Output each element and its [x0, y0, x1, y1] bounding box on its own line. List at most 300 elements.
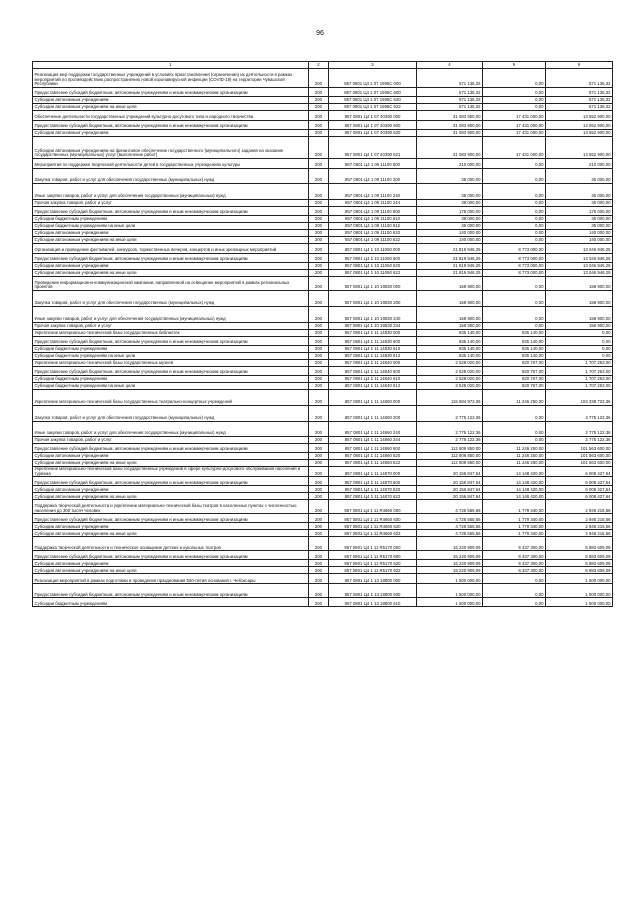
row-amount-total: 35 000,00 — [417, 169, 483, 184]
row-amount-regional: 571 135,32 — [546, 97, 613, 104]
row-kbk-code: 857 0801 Ц4 1 11 14830 000 — [329, 330, 417, 337]
row-kbk-code: 857 0801 Ц4 1 11 14840 600 — [329, 367, 417, 376]
row-name: Закупка товаров, работ и услуг для обеспечения государственных (муниципальных) нужд — [33, 406, 309, 422]
row-name: Субсидии автономным учреждениям на иные цели — [33, 530, 309, 537]
table-row — [33, 574, 613, 584]
row-name: Организация и проведение фестивалей, конкурсов, торжественных вечеров, концертов и иных зрелищных мероприятий — [33, 244, 309, 254]
row-amount-total: 20 156 847,64 — [417, 477, 483, 486]
table-row — [33, 111, 613, 121]
row-amount-federal: 0,00 — [483, 237, 546, 244]
row-kbk-code: 857 0801 Ц4 1 09 11100 610 — [329, 216, 417, 223]
row-kbk-code: 857 0801 Ц4 1 10 11060 600 — [329, 254, 417, 263]
row-name: Укрепление материально-технической базы государственных театрально-концертных учреждений — [33, 390, 309, 406]
row-name: Укрепление материально-технической базы государственных учреждений в сфере культурно-досугового обслуживания населения и туризма — [33, 467, 309, 477]
row-name: Субсидии автономным учреждениям — [33, 486, 309, 493]
row-kbk-code: 857 0801 Ц4 1 11 R4660 620 — [329, 523, 417, 530]
table-row — [33, 69, 613, 88]
row-code: 200 — [309, 159, 329, 169]
row-name: Предоставление субсидий бюджетным, автономным учреждениям и иным некоммерческим организациям — [33, 88, 309, 97]
table-row — [33, 537, 613, 551]
row-amount-regional: 5 883 609,09 — [546, 551, 613, 560]
row-amount-regional: 1 500 000,00 — [546, 574, 613, 584]
row-amount-total: 21 819 946,25 — [417, 263, 483, 270]
row-amount-regional: 101 563 600,00 — [546, 460, 613, 467]
table-row — [33, 88, 613, 97]
row-amount-federal: 820 767,00 — [483, 360, 546, 367]
row-amount-federal: 0,00 — [483, 207, 546, 216]
row-kbk-code: 857 0801 Ц4 1 11 14860 240 — [329, 422, 417, 437]
row-amount-regional: 13 652 900,00 — [546, 111, 613, 121]
column-header: 4 — [417, 62, 483, 69]
row-amount-regional: 104 338 722,36 — [546, 390, 613, 406]
row-code: 200 — [309, 337, 329, 346]
row-code: 200 — [309, 69, 329, 88]
table-row — [33, 467, 613, 477]
row-amount-federal: 0,00 — [483, 307, 546, 323]
row-code: 200 — [309, 560, 329, 567]
row-code: 200 — [309, 467, 329, 477]
row-amount-regional: 2 946 215,56 — [546, 523, 613, 530]
row-code: 200 — [309, 216, 329, 223]
row-kbk-code: 857 0801 Ц4 1 09 11100 000 — [329, 159, 417, 169]
row-amount-total: 15 220 909,09 — [417, 537, 483, 551]
table-row — [33, 367, 613, 376]
row-kbk-code: 857 0801 Ц4 1 11 14870 000 — [329, 467, 417, 477]
row-amount-federal: 17 431 000,00 — [483, 130, 546, 137]
row-code: 200 — [309, 422, 329, 437]
row-amount-total: 2 528 020,00 — [417, 367, 483, 376]
row-amount-federal: 17 431 000,00 — [483, 121, 546, 130]
row-name: Прочая закупка товаров, работ и услуг — [33, 437, 309, 444]
table-row — [33, 254, 613, 263]
row-code: 200 — [309, 270, 329, 277]
table-row — [33, 383, 613, 390]
row-amount-total: 21 819 946,25 — [417, 244, 483, 254]
table-row — [33, 307, 613, 323]
row-kbk-code: 857 0801 Ц4 1 11 14840 610 — [329, 376, 417, 383]
budget-table — [32, 61, 613, 607]
row-code: 200 — [309, 223, 329, 230]
row-amount-regional: 13 046 946,25 — [546, 270, 613, 277]
row-code: 200 — [309, 244, 329, 254]
row-amount-total: 2 775 122,36 — [417, 406, 483, 422]
row-code: 200 — [309, 406, 329, 422]
row-code: 200 — [309, 390, 329, 406]
row-code: 200 — [309, 444, 329, 453]
row-code: 200 — [309, 598, 329, 607]
row-amount-total: 571 135,32 — [417, 104, 483, 111]
column-header: 1 — [33, 62, 309, 69]
row-amount-total: 835 140,00 — [417, 337, 483, 346]
row-amount-regional: 158 900,00 — [546, 323, 613, 330]
row-kbk-code: 857 0801 Ц4 1 10 19530 200 — [329, 291, 417, 307]
table-row — [33, 277, 613, 291]
row-name: Субсидии бюджетным учреждениям — [33, 346, 309, 353]
row-code: 200 — [309, 121, 329, 130]
row-kbk-code: 857 0801 Ц4 1 09 11100 620 — [329, 230, 417, 237]
row-code: 200 — [309, 383, 329, 390]
row-amount-total: 158 900,00 — [417, 291, 483, 307]
row-amount-total: 31 083 900,00 — [417, 137, 483, 159]
row-kbk-code: 857 0801 Ц4 1 11 14870 622 — [329, 493, 417, 500]
row-amount-total: 112 809 850,00 — [417, 460, 483, 467]
table-row — [33, 406, 613, 422]
row-name: Субсидии автономным учреждениям — [33, 453, 309, 460]
row-name: Предоставление субсидий бюджетным, автономным учреждениям и иным некоммерческим организациям — [33, 337, 309, 346]
row-name: Субсидии бюджетным учреждениям на иные цели — [33, 223, 309, 230]
row-name: Предоставление субсидий бюджетным, автономным учреждениям и иным некоммерческим организациям — [33, 477, 309, 486]
row-code: 200 — [309, 437, 329, 444]
row-kbk-code: 857 0801 Ц4 1 09 11100 622 — [329, 237, 417, 244]
row-amount-federal: 0,00 — [483, 223, 546, 230]
row-code: 200 — [309, 277, 329, 291]
row-code: 200 — [309, 530, 329, 537]
row-name: Предоставление субсидий бюджетным, автономным учреждениям и иным некоммерческим организациям — [33, 254, 309, 263]
table-row — [33, 244, 613, 254]
row-amount-federal: 835 140,00 — [483, 353, 546, 360]
row-amount-regional: 1 707 253,00 — [546, 376, 613, 383]
row-amount-total: 4 725 555,56 — [417, 530, 483, 537]
page-number: 96 — [316, 30, 324, 37]
row-name: Предоставление субсидий бюджетным, автономным учреждениям и иным некоммерческим организациям — [33, 551, 309, 560]
row-amount-federal: 17 431 000,00 — [483, 137, 546, 159]
row-amount-regional: 13 652 900,00 — [546, 121, 613, 130]
row-amount-federal: 11 246 250,00 — [483, 444, 546, 453]
row-kbk-code: 857 0801 Ц4 1 07 1595С 600 — [329, 88, 417, 97]
row-amount-federal: 9 337 300,00 — [483, 567, 546, 574]
row-amount-federal: 0,00 — [483, 291, 546, 307]
row-amount-total: 210 000,00 — [417, 159, 483, 169]
row-amount-total: 158 900,00 — [417, 307, 483, 323]
row-amount-regional: 1 500 000,00 — [546, 598, 613, 607]
row-amount-total: 4 725 555,56 — [417, 514, 483, 523]
table-row — [33, 346, 613, 353]
row-amount-regional: 35 000,00 — [546, 169, 613, 184]
row-amount-total: 158 900,00 — [417, 277, 483, 291]
row-amount-regional: 5 883 609,09 — [546, 537, 613, 551]
row-amount-federal: 0,00 — [483, 184, 546, 200]
row-amount-regional: 13 046 946,25 — [546, 244, 613, 254]
row-kbk-code: 857 0801 Ц4 1 11 14830 612 — [329, 353, 417, 360]
row-code: 200 — [309, 184, 329, 200]
row-kbk-code: 857 0801 Ц4 1 13 18800 000 — [329, 574, 417, 584]
row-amount-federal: 8 773 000,00 — [483, 244, 546, 254]
row-amount-total: 835 140,00 — [417, 353, 483, 360]
row-name: Реализация мероприятий в рамках подготовки и проведения празднования 550-летия основания г. Чебоксары — [33, 574, 309, 584]
row-kbk-code: 857 0801 Ц4 1 11 14840 612 — [329, 383, 417, 390]
row-amount-federal: 0,00 — [483, 598, 546, 607]
row-amount-total: 1 500 000,00 — [417, 598, 483, 607]
row-amount-regional: 175 000,00 — [546, 207, 613, 216]
table-row — [33, 121, 613, 130]
row-name: Субсидии бюджетным учреждениям — [33, 598, 309, 607]
row-amount-federal: 11 246 250,00 — [483, 460, 546, 467]
row-amount-federal: 0,00 — [483, 277, 546, 291]
table-row — [33, 169, 613, 184]
row-code: 200 — [309, 330, 329, 337]
row-code: 200 — [309, 97, 329, 104]
row-name: Поддержка творческой деятельности и техническое оснащение детских и кукольных театров — [33, 537, 309, 551]
table-row — [33, 223, 613, 230]
row-amount-federal: 17 431 000,00 — [483, 111, 546, 121]
row-amount-total: 20 156 847,64 — [417, 493, 483, 500]
row-kbk-code: 857 0801 Ц4 1 11 14830 610 — [329, 346, 417, 353]
table-row — [33, 530, 613, 537]
row-name: Субсидии автономным учреждениям — [33, 130, 309, 137]
row-amount-regional: 0,00 — [546, 337, 613, 346]
row-code: 200 — [309, 323, 329, 330]
table-row — [33, 137, 613, 159]
row-amount-total: 2 775 122,36 — [417, 437, 483, 444]
row-code: 200 — [309, 169, 329, 184]
row-amount-federal: 0,00 — [483, 88, 546, 97]
row-code: 200 — [309, 254, 329, 263]
row-amount-regional: 140 000,00 — [546, 237, 613, 244]
row-amount-federal: 9 337 300,00 — [483, 537, 546, 551]
table-row — [33, 567, 613, 574]
row-code: 200 — [309, 486, 329, 493]
row-amount-regional: 13 652 900,00 — [546, 137, 613, 159]
row-amount-federal: 0,00 — [483, 159, 546, 169]
row-amount-federal: 0,00 — [483, 104, 546, 111]
row-name: Субсидии автономным учреждениям на иные цели — [33, 493, 309, 500]
row-name: Обеспечение деятельности государственных учреждений культурно-досугового типа и народного творчества — [33, 111, 309, 121]
row-amount-total: 175 000,00 — [417, 207, 483, 216]
row-code: 200 — [309, 104, 329, 111]
row-amount-total: 2 775 122,36 — [417, 422, 483, 437]
row-name: Иные закупки товаров, работ и услуг для обеспечения государственных (муниципальных) нужд — [33, 422, 309, 437]
row-kbk-code: 857 0801 Ц4 1 09 11100 600 — [329, 207, 417, 216]
row-name: Предоставление субсидий бюджетным, автономным учреждениям и иным некоммерческим организациям — [33, 444, 309, 453]
row-name: Субсидии бюджетным учреждениям на иные цели — [33, 353, 309, 360]
row-name: Мероприятия по поддержке творческой деятельности детей в государственных учреждениях культуры — [33, 159, 309, 169]
row-kbk-code: 857 0801 Ц4 1 13 18800 600 — [329, 584, 417, 598]
row-amount-federal: 0,00 — [483, 216, 546, 223]
row-kbk-code: 857 0801 Ц4 1 07 1595С 620 — [329, 97, 417, 104]
column-header: 5 — [483, 62, 546, 69]
row-kbk-code: 857 0801 Ц4 1 07 40390 600 — [329, 121, 417, 130]
row-amount-regional: 1 707 253,00 — [546, 383, 613, 390]
row-code: 200 — [309, 453, 329, 460]
row-name: Субсидии бюджетным учреждениям на иные цели — [33, 383, 309, 390]
row-name: Предоставление субсидий бюджетным, автономным учреждениям и иным некоммерческим организациям — [33, 367, 309, 376]
row-kbk-code: 857 0801 Ц4 1 09 11100 612 — [329, 223, 417, 230]
row-amount-regional: 2 775 122,36 — [546, 437, 613, 444]
row-amount-federal: 0,00 — [483, 69, 546, 88]
table-row — [33, 376, 613, 383]
row-amount-federal: 9 337 300,00 — [483, 551, 546, 560]
row-code: 200 — [309, 111, 329, 121]
row-amount-regional: 140 000,00 — [546, 230, 613, 237]
row-name: Субсидии автономным учреждениям на иные цели — [33, 104, 309, 111]
table-row — [33, 460, 613, 467]
row-amount-federal: 0,00 — [483, 574, 546, 584]
row-code: 200 — [309, 237, 329, 244]
row-name: Укрепление материально-технической базы государственных библиотек — [33, 330, 309, 337]
row-code: 200 — [309, 500, 329, 514]
row-kbk-code: 857 0801 Ц4 1 11 14840 000 — [329, 360, 417, 367]
row-amount-total: 571 135,32 — [417, 88, 483, 97]
row-amount-federal: 820 767,00 — [483, 376, 546, 383]
row-amount-federal: 8 773 000,00 — [483, 270, 546, 277]
row-amount-federal: 0,00 — [483, 406, 546, 422]
table-row — [33, 598, 613, 607]
row-name: Предоставление субсидий бюджетным, автономным учреждениям и иным некоммерческим организациям — [33, 584, 309, 598]
row-kbk-code: 857 0801 Ц4 1 11 R4660 622 — [329, 530, 417, 537]
table-row — [33, 291, 613, 307]
row-amount-regional: 101 563 600,00 — [546, 444, 613, 453]
row-name: Субсидии автономным учреждениям — [33, 263, 309, 270]
row-name: Предоставление субсидий бюджетным, автономным учреждениям и иным некоммерческим организациям — [33, 514, 309, 523]
row-amount-federal: 835 140,00 — [483, 346, 546, 353]
table-row — [33, 551, 613, 560]
row-kbk-code: 857 0801 Ц4 1 11 14870 620 — [329, 486, 417, 493]
row-name: Предоставление субсидий бюджетным, автономным учреждениям и иным некоммерческим организациям — [33, 207, 309, 216]
row-amount-regional: 158 900,00 — [546, 277, 613, 291]
row-amount-federal: 14 148 420,00 — [483, 467, 546, 477]
row-code: 200 — [309, 291, 329, 307]
row-code: 200 — [309, 200, 329, 207]
row-name: Субсидии автономным учреждениям на иные цели — [33, 237, 309, 244]
row-kbk-code: 857 0801 Ц4 1 07 1595С 000 — [329, 69, 417, 88]
table-row — [33, 97, 613, 104]
row-kbk-code: 857 0801 Ц4 1 11 R4660 600 — [329, 514, 417, 523]
row-kbk-code: 857 0801 Ц4 1 07 1595С 622 — [329, 104, 417, 111]
row-amount-federal: 820 767,00 — [483, 367, 546, 376]
row-amount-total: 4 725 555,56 — [417, 500, 483, 514]
row-amount-total: 2 528 020,00 — [417, 383, 483, 390]
row-amount-federal: 0,00 — [483, 97, 546, 104]
table-row — [33, 486, 613, 493]
row-code: 200 — [309, 376, 329, 383]
row-amount-regional: 101 563 600,00 — [546, 453, 613, 460]
row-kbk-code: 857 0801 Ц4 1 11 14830 600 — [329, 337, 417, 346]
row-kbk-code: 857 0801 Ц4 1 11 R5170 000 — [329, 537, 417, 551]
column-header: 2 — [309, 62, 329, 69]
row-name: Иные закупки товаров, работ и услуг для обеспечения государственных (муниципальных) нужд — [33, 184, 309, 200]
row-amount-total: 115 584 972,36 — [417, 390, 483, 406]
row-amount-regional: 5 883 609,09 — [546, 567, 613, 574]
row-code: 200 — [309, 477, 329, 486]
table-row — [33, 353, 613, 360]
row-amount-total: 140 000,00 — [417, 237, 483, 244]
row-amount-total: 158 900,00 — [417, 323, 483, 330]
row-amount-regional: 571 135,32 — [546, 69, 613, 88]
table-row — [33, 584, 613, 598]
row-amount-federal: 8 773 000,00 — [483, 254, 546, 263]
row-amount-federal: 1 779 340,00 — [483, 500, 546, 514]
table-row — [33, 159, 613, 169]
row-code: 200 — [309, 130, 329, 137]
row-amount-total: 1 500 000,00 — [417, 584, 483, 598]
row-name: Субсидии автономным учреждениям на иные цели — [33, 567, 309, 574]
row-amount-total: 112 809 850,00 — [417, 453, 483, 460]
row-amount-federal: 8 773 000,00 — [483, 263, 546, 270]
row-amount-regional: 1 707 253,00 — [546, 367, 613, 376]
row-amount-regional: 2 946 215,56 — [546, 514, 613, 523]
row-code: 200 — [309, 493, 329, 500]
row-amount-regional: 1 707 253,00 — [546, 360, 613, 367]
row-amount-regional: 0,00 — [546, 353, 613, 360]
row-code: 200 — [309, 584, 329, 598]
row-kbk-code: 857 0801 Ц4 1 11 14860 622 — [329, 460, 417, 467]
row-name: Субсидии автономным учреждениям на иные цели — [33, 270, 309, 277]
row-amount-federal: 0,00 — [483, 323, 546, 330]
row-code: 200 — [309, 460, 329, 467]
row-code: 200 — [309, 367, 329, 376]
table-row — [33, 270, 613, 277]
table-row — [33, 323, 613, 330]
row-kbk-code: 857 0801 Ц4 1 11 14860 000 — [329, 390, 417, 406]
row-code: 200 — [309, 137, 329, 159]
row-amount-total: 2 528 020,00 — [417, 376, 483, 383]
row-name: Закупка товаров, работ и услуг для обеспечения государственных (муниципальных) нужд — [33, 291, 309, 307]
row-name: Реализация мер поддержки государственных учреждений в условиях приостановления (ограничения) их деятельности в рамках мероприятий по противодействию распространению новой коронавирусной инфекции (COVID-19) на территории Чувашской Республики — [33, 69, 309, 88]
row-amount-regional: 5 883 609,09 — [546, 560, 613, 567]
table-row — [33, 104, 613, 111]
row-name: Проведение информационно-коммуникационной кампании, направленной на освещение мероприятий в рамках региональных проектов — [33, 277, 309, 291]
row-amount-total: 20 156 847,64 — [417, 467, 483, 477]
row-amount-federal: 14 148 420,00 — [483, 493, 546, 500]
table-row — [33, 360, 613, 367]
row-amount-total: 31 083 900,00 — [417, 121, 483, 130]
table-row — [33, 230, 613, 237]
row-amount-regional: 1 500 000,00 — [546, 584, 613, 598]
row-kbk-code: 857 0801 Ц4 1 11 R5170 622 — [329, 567, 417, 574]
table-row — [33, 560, 613, 567]
row-amount-total: 4 725 555,56 — [417, 523, 483, 530]
row-amount-total: 835 140,00 — [417, 330, 483, 337]
row-code: 200 — [309, 551, 329, 560]
row-name: Субсидии автономным учреждениям — [33, 560, 309, 567]
row-amount-regional: 13 046 946,25 — [546, 254, 613, 263]
row-amount-federal: 1 779 340,00 — [483, 523, 546, 530]
table-row — [33, 200, 613, 207]
table-row — [33, 390, 613, 406]
row-kbk-code: 857 0801 Ц4 1 13 18800 610 — [329, 598, 417, 607]
row-code: 200 — [309, 263, 329, 270]
table-row — [33, 184, 613, 200]
row-name: Субсидии автономным учреждениям на иные цели — [33, 460, 309, 467]
row-amount-total: 2 528 020,00 — [417, 360, 483, 367]
row-amount-regional: 35 000,00 — [546, 184, 613, 200]
row-amount-regional: 35 000,00 — [546, 200, 613, 207]
row-amount-total: 15 220 909,09 — [417, 567, 483, 574]
row-name: Укрепление материально-технической базы государственных музеев — [33, 360, 309, 367]
row-name: Иные закупки товаров, работ и услуг для обеспечения государственных (муниципальных) нужд — [33, 307, 309, 323]
row-amount-regional: 158 900,00 — [546, 291, 613, 307]
table-row — [33, 130, 613, 137]
row-amount-total: 35 000,00 — [417, 223, 483, 230]
row-amount-regional: 210 000,00 — [546, 159, 613, 169]
row-kbk-code: 857 0801 Ц4 1 07 40390 620 — [329, 130, 417, 137]
row-code: 200 — [309, 353, 329, 360]
row-kbk-code: 857 0801 Ц4 1 11 R4660 000 — [329, 500, 417, 514]
row-name: Субсидии автономным учреждениям — [33, 523, 309, 530]
row-amount-federal: 0,00 — [483, 422, 546, 437]
row-amount-regional: 571 135,32 — [546, 104, 613, 111]
row-kbk-code: 857 0801 Ц4 1 11 14870 600 — [329, 477, 417, 486]
row-amount-regional: 0,00 — [546, 330, 613, 337]
row-amount-total: 571 135,32 — [417, 97, 483, 104]
table-row — [33, 422, 613, 437]
row-amount-regional: 158 900,00 — [546, 307, 613, 323]
row-name: Поддержка творческой деятельности и укрепление материально-технической базы театров в населенных пунктах с численностью населения до 300 тысяч человек — [33, 500, 309, 514]
row-kbk-code: 857 0801 Ц4 1 11 R5170 620 — [329, 560, 417, 567]
row-amount-federal: 0,00 — [483, 437, 546, 444]
table-row — [33, 523, 613, 530]
row-name: Прочая закупка товаров, работ и услуг — [33, 323, 309, 330]
